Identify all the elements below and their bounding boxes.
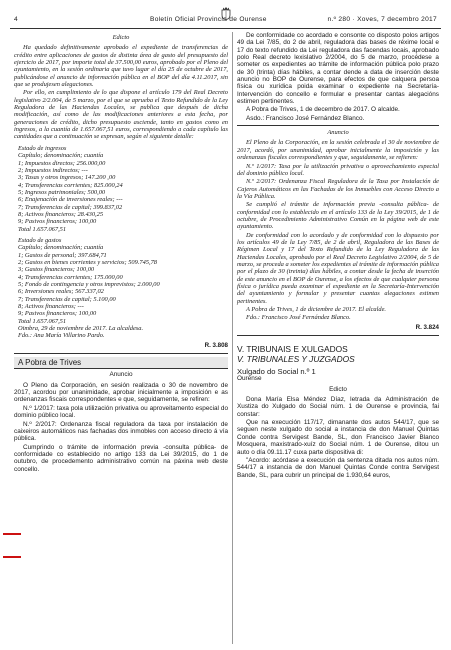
income-line: 2; Impuestos indirectos; --- [18,166,88,174]
edict-paragraph: Por ello, en cumplimiento de lo que dispone el artículo 179 del Real Decreto legislativo 2/2.004, de 5 marzo, por el que se aprueba el Texto Refundido de la Ley Reguladora de las Haciendas Locales, se publica que después de dicha modificación, así como de las modificaciones anteriores a esta fecha, por generaciones de crédito, dicho presupuesto asciende, tanto en gastos como en ingresos, a la cuantía de 1.657.067,51 euros, correspondiendo a cada capítulo las cantidades que a continuación se expresan, según el siguiente detalle: [14,89,228,141]
anuncio-closing: A Pobra de Trives, 1 de diciembre de 2017. El alcalde. [246,306,387,314]
section-rule [14,353,228,354]
annotation-mark [3,556,21,558]
expense-title: Estado de gastos [18,236,62,244]
annotation-mark [3,533,21,535]
income-line: 9; Pasivos financieros; 100,00 [18,218,97,226]
anuncio-item: N.º 2/2017: Ordenanza fiscal reguladora da taxa por instalación de caixeiros automáticos nas fachadas dos inmobles con acceso directo á vía pública. [14,420,228,443]
expense-line: 1; Gastos de personal; 397.684,71 [18,251,107,259]
continued-paragraph: De conformidade co acordado e consonte co disposto polos artigos 49 da Lei 7/85, do 2 de abril, reguladora das bases de réxime local e 17 do texto refundido da Lei reguladora das facendas locais, aprobado polo Real decreto lexislativo 2/2004, do 5 de marzo, procédese a someter os expedientes ao trámite de información pública polo prazo de 30 (trinta) días hábiles, a contar dende a data de inserción deste anuncio no BOP de Ourense, para efectos de que calquera persoa física ou xurídica poida examinar o expediente na Secretaría-Intervención do concello e formular e presentar cantas alegacións estimen pertinentes. [237,32,439,106]
anuncio-item: N.º 1/2017: Tasa por la utilización privativa o aprovechamiento especial del dominio público local. [237,162,439,177]
expense-subtitle: Capítulo; denominación; cuantía [18,244,104,252]
income-line: 5; Ingresos patrimoniales; 500,00 [18,188,106,196]
court-edict-title: Edicto [329,385,347,393]
section-rule [237,335,439,336]
continued-closing: A Pobra de Trives, 1 de decembro de 2017. O alcalde. [246,106,400,114]
court-edict-paragraph: Que na execución 117/17, dimanante dos autos 544/17, que se seguen neste xulgado do social a instancia de don Manuel Quintas Conde contra Servigest Bande, SL, don Francisco Javier Blanco Mosquera, maxistrado-xuíz do Social núm. 1 de Ourense, ditou un auto o día 09.11.17 cuxa parte dispositiva di: [237,419,439,456]
anuncio-paragraph: Cumprindo o trámite de información previa -consulta pública- de conformidade co establecido no artigo 133 da Lei 39/2015, do 1 de outubro, de procedemento administrativo común na páxina web deste concello. [14,443,228,473]
section-rule [237,125,439,126]
expense-line: 4; Transferencias corrientes; 175.000,00 [18,273,123,281]
expense-line: 8; Activos financieros; --- [18,303,84,311]
tribunal-heading-gl: V. TRIBUNAIS E XULGADOS [237,344,348,355]
column-divider [232,32,233,644]
tribunal-heading-es: V. TRIBUNALES Y JUZGADOS [237,354,355,365]
edict-closing: Oimbra, 29 de noviembre de 2017. La alcaldesa. [18,325,144,333]
expense-line: 9; Pasivos financieros; 100,00 [18,310,97,318]
page-header [10,6,441,29]
income-line: 1; Impuestos directos; 256.000,00 [18,159,106,167]
anuncio-title: Anuncio [109,371,133,379]
edict-paragraph: Ha quedado definitivamente aprobado el expediente de transferencias de crédito entre aplicaciones de gastos de distinta área de gasto del presupuesto del ejercicio de 2017, por importe total de 37.500,00 euros, aprobado por el Pleno del ayuntamiento, en la sesión ordinaria que tuvo lugar el día 25 de octubre de 2017, publicándose el anuncio de información pública en el BOP del día 4.11.2017, sin que se produjesen alegaciones. [14,44,228,89]
right-column [237,32,439,480]
expense-line: 6; Inversiones reales; 567.337,02 [18,288,104,296]
issue-date: n.º 280 · Xoves, 7 decembro 2017 [327,16,437,23]
left-column [14,32,228,474]
expense-line: 3; Gastos financieros; 100,00 [18,266,95,274]
page-number: 4 [14,16,18,23]
anuncio-paragraph: De conformidad con lo acordado y de conformidad con lo dispuesto por los artículos 49 de la Ley 7/85, de 2 de abril, Reguladora de las Bases de Régimen Local y 17 del Texto Refundido de la Ley Reguladora de las Haciendas Locales, aprobado por el Real Decreto Legislativo 2/2004, de 5 de marzo, se proceda a someter los expedientes al trámite de información pública por el plazo de 30 (treinta) días hábiles, a contar desde la fecha de inserción de este anuncio en el BOP de Ourense, a los efectos de que cualquier persona física o jurídica pueda examinar el expediente en la Secretaría-Intervención del ayuntamiento y formular y presentar cuantas alegaciones estimen pertinentes. [237,231,439,305]
income-line: 3; Tasas y otros ingresos; 147.200 ,00 [18,174,116,182]
court-name: Xulgado do Social n.º 1 [237,367,316,377]
anuncio-title-es: Anuncio [327,129,349,137]
continued-signature: Asdo.: Francisco José Fernández Blanco. [246,114,365,122]
income-line: 4; Transferencias corrientes; 825.000,24 [18,181,123,189]
expense-line: 2; Gastos en bienes corrientes y servicios; 509.745,78 [18,258,157,266]
anuncio-item: N.º 2/2017: Ordenanza Fiscal Reguladora de la Tasa por Instalación de Cajeros Automáticos en las Fachadas de los Inmuebles con Acceso Directo a la Vía Pública. [237,178,439,200]
income-line: 7; Transferencias de capital; 399.837,02 [18,203,123,211]
income-title: Estado de ingresos [18,144,67,152]
edict-signature: Fdo.: Ana María Villarino Pardo. [18,332,105,340]
anuncio-paragraph: El Pleno de la Corporación, en la sesión celebrada el 30 de noviembre de 2017, acordó, por unanimidad, aprobar inicialmente la imposición y las ordenanzas fiscales correspondientes y que, seguidamente, se refieren: [237,139,439,162]
income-line: 6; Enajenación de inversiones reales; --- [18,196,123,204]
anuncio-paragraph: Se cumplió el trámite de información previa -consulta pública- de conformidad con lo establecido en el artículo 133 de la Ley 39/2015, de 1 de octubre, de Procedimiento Administrativo Común en la página web de este ayuntamiento. [237,201,439,231]
anuncio-item: N.º 1/2017: taxa pola utilización privativa ou aproveitamento especial do dominio público local. [14,404,228,420]
anuncio-paragraph: O Pleno da Corporación, en sesión realizada o 30 de novembro de 2017, acordou por unanimidade, aprobar inicialmente a imposición e as ordenanzas fiscais correspondentes e que, seguidamente, se refiren: [14,381,228,404]
anuncio-signature: Fdo.: Francisco José Fernández Blanco. [246,314,351,322]
court-edict-paragraph: Dona María Elsa Méndez Díaz, letrada da Administración de Xustiza do Xulgado do Social núm. 1 de Ourense e provincia, fai constar: [237,396,439,418]
reference-number: R. 3.824 [415,323,439,331]
coat-of-arms-icon [220,6,232,20]
income-subtitle: Capítulo; denominación; cuantía [18,152,104,160]
income-line: 8; Activos financieros; 28.430,25 [18,210,104,218]
bulletin-title: Boletín Oficial Provincia de Ourense [150,16,267,23]
expense-line: 7; Transferencias de capital; 5.100,00 [18,295,116,303]
court-edict-paragraph: "Acordo: acórdase a execución da sentenza ditada nos autos núm. 544/17 a instancia de don Manuel Quintas Conde contra Servigest Bande, SL, para cubrir un principal de 1.930,64 euros, [237,456,439,479]
municipality-heading: A Pobra de Trives [14,357,228,368]
expense-line: 5; Fondo de contingencia y otros imprevistos; 2.000,00 [18,281,160,288]
reference-number: R. 3.808 [204,341,228,349]
edict-title: Edicto [112,34,130,41]
court-city: Ourense [237,375,262,383]
income-total: Total 1.657.067,51 [18,225,67,233]
expense-total: Total 1.657.067,51 [18,317,67,325]
